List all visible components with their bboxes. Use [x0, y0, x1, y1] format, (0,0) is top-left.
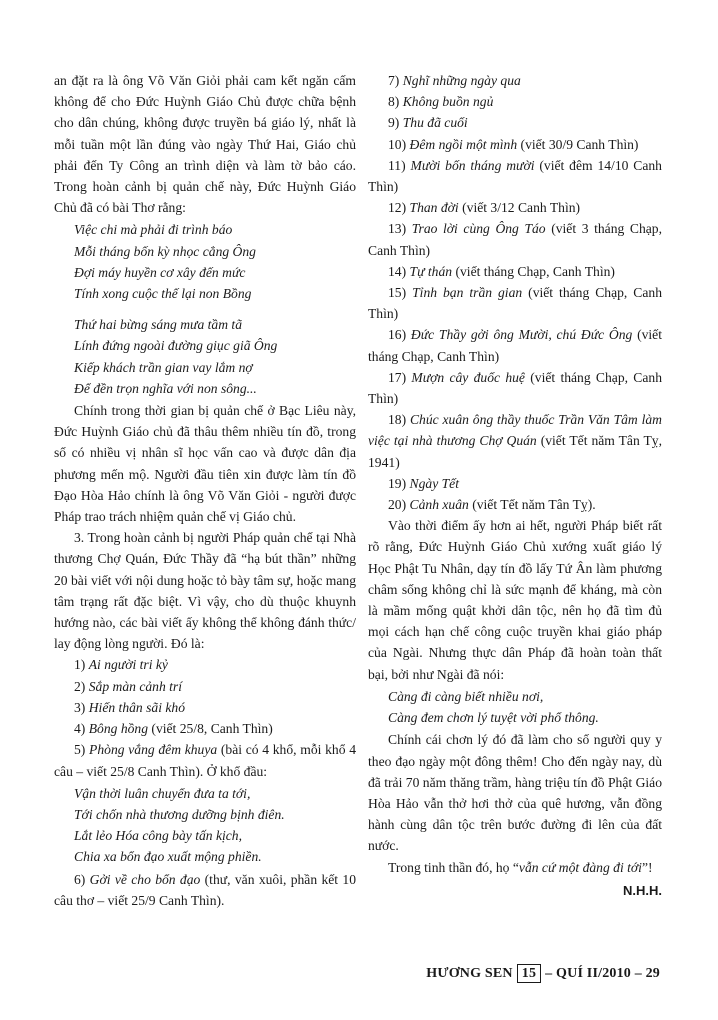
poem-line: Việc chi mà phải đi trình báo: [74, 222, 233, 238]
list-item: 2) Sắp màn cảnh trí: [74, 678, 182, 694]
poem-line: Thứ hai bừng sáng mưa tầm tã: [74, 317, 243, 333]
poem-line: Mỗi tháng bốn kỳ nhọc cẳng Ông: [74, 243, 256, 259]
list-item: 7) Nghĩ những ngày qua: [388, 73, 521, 88]
list-item: 19) Ngày Tết: [388, 475, 459, 491]
poem-line: Càng đem chơn lý tuyệt vời phổ thông.: [388, 710, 599, 726]
poem-line: Lính đứng ngoài đường giục giã Ông: [74, 338, 278, 354]
list-item: 13) Trao lời cùng Ông Táo (viết 3 tháng Chạp, Canh Thìn): [368, 221, 662, 258]
paragraph: Trong tinh thần đó, họ “vẫn cứ một đàng đi tới”!: [388, 859, 653, 875]
list-item: 8) Không buồn ngủ: [388, 94, 494, 110]
author-signature: N.H.H.: [623, 882, 662, 898]
paragraph: an đặt ra là ông Võ Văn Giỏi phải cam kết ngăn cấm không để cho Đức Huỳnh Giáo Chủ được chữa bệnh cho dân chúng, không được truyền bá giáo lý, nhất là mỗi tuần một lần đúng vào ngày Thứ Hai, Giáo chủ phải đến Ty Công an trình diện và làm tờ bảo cáo. Trong hoàn cảnh bị quản chế này, Đức Huỳnh Giáo Chủ đã có bài Thơ rằng:: [54, 73, 356, 216]
list-item: 3) Hiến thân sãi khó: [74, 699, 186, 715]
issue-period: – QUÍ II/2010 –: [545, 966, 642, 981]
poem-line: Càng đi càng biết nhiều nơi,: [388, 688, 544, 704]
right-column: [368, 70, 662, 901]
issue-number-box: 15: [517, 964, 541, 983]
list-item: 16) Đức Thầy gởi ông Mười, chú Đức Ông (viết tháng Chạp, Canh Thìn): [368, 327, 662, 364]
poem-line: Lắt lẻo Hóa công bày tấn kịch,: [74, 828, 243, 844]
list-item: 17) Mượn cây đuốc huệ (viết tháng Chạp, Canh Thìn): [368, 369, 662, 407]
list-item: 9) Thu đã cuối: [388, 115, 468, 131]
paragraph: Chính cái chơn lý đó đã làm cho số người quy y theo đạo ngày một đông thêm! Cho đến ngày nay, dù đã trải 70 năm thăng trầm, hàng triệu tín đồ Phật Giáo Hòa Hảo vẫn thở hơi thở của quê hương, vẫn đồng hành cùng dân tộc trên bước đường đi lên của đất nước.: [368, 732, 662, 854]
list-item: 4) Bông hồng (viết 25/8, Canh Thìn): [74, 721, 273, 737]
paragraph: Vào thời điểm ấy hơn ai hết, người Pháp biết rất rõ rằng, Đức Huỳnh Giáo Chủ xướng xuất giáo lý Học Phật Tu Nhân, dạy tín đồ lấy Tứ Ân làm phương châm sống không chỉ là sức mạnh để kháng, mà còn là mầm mống quật khởi dân tộc, nên họ đã tìm đủ mọi cách hạn chế công cuộc truyền khai giáo pháp của Ngài. Nhưng thực dân Pháp đã hoàn toàn thất bại, bởi như Ngài đã nói:: [368, 518, 662, 682]
list-item: 20) Cảnh xuân (viết Tết năm Tân Tỵ).: [388, 497, 596, 513]
list-item: 1) Ai người tri kỷ: [74, 657, 168, 673]
poem-line: Tính xong cuộc thế lại non Bồng: [74, 286, 252, 302]
poem-stanza: [368, 686, 662, 728]
magazine-name: HƯƠNG SEN: [426, 966, 513, 981]
poem-line: Kiếp khách trần gian vay lắm nợ: [74, 359, 253, 375]
poem-stanza: [54, 783, 356, 868]
paragraph: 3. Trong hoàn cảnh bị người Pháp quản chế tại Nhà thương Chợ Quán, Đức Thầy đã “hạ bút thần” những 20 bài viết với nội dung hoặc tỏ bày tâm sự, hoặc mang tâm trạng rất đặc biệt. Vì vậy, cho dù thuộc khuynh hướng nào, các bài viết ấy không thể không đánh thức/ lay động lòng người. Đó là:: [54, 530, 356, 652]
list-item: 12) Than đời (viết 3/12 Canh Thìn): [388, 200, 581, 216]
page-footer: [426, 963, 660, 984]
left-column: [54, 70, 356, 911]
list-item: 11) Mười bốn tháng mười (viết đêm 14/10 Canh Thìn): [368, 157, 662, 195]
poem-line: Chia xa bổn đạo xuất mộng phiền.: [74, 849, 262, 865]
list-item: 14) Tự thán (viết tháng Chạp, Canh Thìn): [388, 263, 615, 279]
poem-stanza: [54, 314, 356, 399]
paragraph: Chính trong thời gian bị quản chế ở Bạc Liêu này, Đức Huỳnh Giáo chủ đã thâu thêm nhiều tín đồ, trong số có nhiều vị nhân sĩ học vấn cao và được dân địa phương mến mộ. Người đầu tiên xin được làm tín đồ Đạo Hòa Hảo chính là ông Võ Văn Giỏi - người được Pháp trao trách nhiệm quản chế vị Giáo chủ.: [54, 403, 356, 525]
poem-line: Vận thời luân chuyển đưa ta tới,: [74, 785, 251, 801]
poem-line: Để đền trọn nghĩa với non sông...: [74, 380, 257, 396]
poem-line: Tới chốn nhà thương dưỡng bịnh điên.: [74, 806, 285, 822]
list-item: 10) Đêm ngồi một mình (viết 30/9 Canh Thìn): [388, 136, 639, 152]
list-item: 18) Chúc xuân ông thầy thuốc Trần Văn Tâm làm việc tại nhà thương Chợ Quán (viết Tết năm Tân Tỵ, 1941): [368, 412, 662, 470]
page-number: 29: [645, 966, 660, 981]
list-item: 15) Tỉnh bạn trần gian (viết tháng Chạp, Canh Thìn): [368, 285, 662, 322]
list-item: 5) Phòng vắng đêm khuya (bài có 4 khổ, mỗi khổ 4 câu – viết 25/8 Canh Thìn). Ở khổ đầu:: [54, 742, 356, 779]
poem-line: Đợi máy huyền cơ xây đến mức: [74, 264, 246, 280]
poem-stanza: [54, 219, 356, 304]
list-item: 6) Gởi về cho bổn đạo (thư, văn xuôi, phần kết 10 câu thơ – viết 25/9 Canh Thìn).: [54, 871, 357, 908]
